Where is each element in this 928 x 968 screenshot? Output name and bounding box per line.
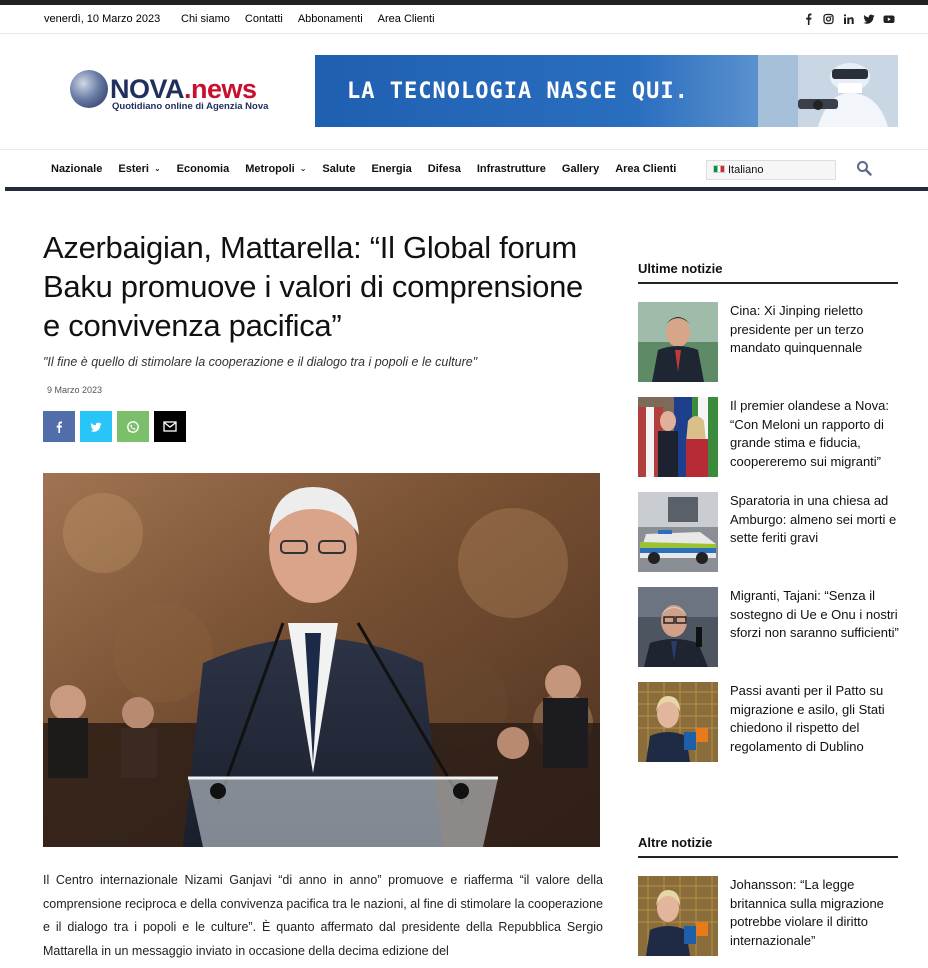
nav-item-nazionale[interactable]: Nazionale: [51, 163, 103, 175]
top-link-area-clienti[interactable]: Area Clienti: [377, 13, 435, 25]
envelope-icon: [163, 421, 177, 432]
nav-item-difesa[interactable]: Difesa: [427, 163, 461, 175]
top-bar: [0, 0, 928, 34]
top-links: [181, 13, 435, 25]
news-thumbnail: [638, 397, 718, 477]
sidebar-news-item[interactable]: [638, 492, 900, 572]
nav-item-salute[interactable]: Salute: [322, 163, 356, 175]
article-date: 9 Marzo 2023: [47, 385, 103, 395]
sidebar-news-item[interactable]: [638, 682, 900, 762]
news-headline[interactable]: Il premier olandese a Nova: “Con Meloni un rapporto di grande stima e fiducia, coopereremo sui migranti”: [730, 398, 889, 469]
linkedin-icon[interactable]: [843, 12, 854, 24]
logo-wordmark: NOVA.news: [110, 74, 257, 104]
nav-item-metropoli[interactable]: Metropoli ⌄: [245, 163, 307, 175]
sidebar-heading-other: Altre notizie: [638, 835, 898, 858]
nav-item-area-clienti[interactable]: Area Clienti: [615, 163, 677, 175]
nav-item-esteri[interactable]: Esteri ⌄: [118, 163, 161, 175]
current-date: venerdì, 10 Marzo 2023: [44, 13, 161, 25]
news-headline[interactable]: Cina: Xi Jinping rieletto presidente per un terzo mandato quinquennale: [730, 303, 864, 355]
sidebar-news-item[interactable]: [638, 587, 900, 667]
news-thumbnail: [638, 682, 718, 762]
nav-item-energia[interactable]: Energia: [371, 163, 412, 175]
twitter-icon: [89, 421, 103, 433]
logo-tagline: Quotidiano online di Agenzia Nova: [112, 101, 269, 112]
top-link-contatti[interactable]: Contatti: [244, 13, 283, 25]
news-thumbnail: [638, 492, 718, 572]
chevron-down-icon: ⌄: [299, 164, 307, 173]
nav-item-infrastrutture[interactable]: Infrastrutture: [476, 163, 546, 175]
nav-divider: [5, 187, 928, 191]
banner-lab-photo: [758, 55, 898, 127]
sidebar-heading-latest: Ultime notizie: [638, 261, 898, 284]
news-headline[interactable]: Johansson: “La legge britannica sulla migrazione potrebbe violare il diritto internazionale”: [730, 877, 884, 948]
news-headline[interactable]: Passi avanti per il Patto su migrazione e asilo, gli Stati chiedono il rispetto del regolamento di Dublino: [730, 683, 885, 754]
article-subtitle: "Il fine è quello di stimolare la cooperazione e il dialogo tra i popoli e le culture": [43, 355, 478, 369]
news-thumbnail: [638, 876, 718, 956]
whatsapp-share-button[interactable]: [117, 411, 149, 442]
article-title: Azerbaigian, Mattarella: “Il Global forum Baku promuove i valori di comprensione e convivenza pacifica”: [43, 230, 583, 343]
facebook-share-button[interactable]: [43, 411, 75, 442]
top-link-abbonamenti[interactable]: Abbonamenti: [297, 13, 363, 25]
social-icons: [803, 12, 894, 24]
sidebar-news-item[interactable]: [638, 876, 900, 956]
sidebar-news-item[interactable]: [638, 302, 900, 382]
news-headline[interactable]: Migranti, Tajani: “Senza il sostegno di Ue e Onu i nostri sforzi non saranno sufficienti”: [730, 588, 899, 640]
share-buttons: [43, 411, 186, 442]
nav-item-gallery[interactable]: Gallery: [561, 163, 600, 175]
top-link-chi-siamo[interactable]: Chi siamo: [181, 13, 230, 25]
twitter-share-button[interactable]: [80, 411, 112, 442]
banner-text: LA TECNOLOGIA NASCE QUI.: [347, 79, 689, 104]
twitter-icon[interactable]: [863, 12, 874, 24]
language-select[interactable]: Italiano: [706, 160, 836, 180]
nav-item-economia[interactable]: Economia: [176, 163, 230, 175]
youtube-icon[interactable]: [883, 12, 894, 24]
news-headline[interactable]: Sparatoria in una chiesa ad Amburgo: almeno sei morti e sette feriti gravi: [730, 493, 897, 545]
news-thumbnail: [638, 587, 718, 667]
article-body: Il Centro internazionale Nizami Ganjavi “di anno in anno” promuove e riafferma “il valore della comprensione reciproca e della convivenza pacifica tra le nazioni, al fine di stimolare la cooperazione e il dialogo tra i popoli e le culture”. È quanto affermato dal presidente della Repubblica Sergio Mattarella in un messaggio inviato in occasione della decima edizione del: [43, 873, 603, 958]
sidebar-news-item[interactable]: [638, 397, 900, 477]
facebook-icon[interactable]: [803, 12, 814, 24]
main-navigation: [0, 149, 928, 191]
site-logo[interactable]: [70, 68, 300, 116]
advertising-banner[interactable]: [315, 55, 898, 127]
chevron-down-icon: ⌄: [153, 164, 161, 173]
site-header: [0, 34, 928, 149]
whatsapp-icon: [126, 420, 140, 434]
globe-logo-icon: [70, 70, 108, 108]
search-icon[interactable]: [856, 160, 872, 176]
email-share-button[interactable]: [154, 411, 186, 442]
instagram-icon[interactable]: [823, 12, 834, 24]
news-thumbnail: [638, 302, 718, 382]
facebook-icon: [54, 421, 64, 433]
italy-flag-icon: [713, 165, 725, 173]
article-hero-photo: [43, 473, 600, 847]
